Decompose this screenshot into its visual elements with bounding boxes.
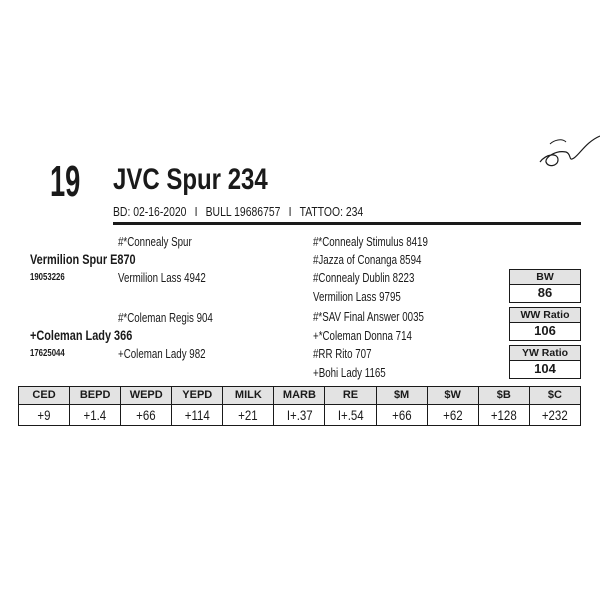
ratio-value-yw: 104 xyxy=(509,361,581,379)
epd-header-dollar-b: $B xyxy=(478,387,529,405)
pedigree-sire: Vermilion Spur E870 xyxy=(30,251,136,267)
epd-value-dollar-c: +232 xyxy=(529,405,580,426)
epd-header-milk: MILK xyxy=(223,387,274,405)
pedigree-dam: +Coleman Lady 366 xyxy=(30,327,133,343)
epd-value-ced: +9 xyxy=(19,405,70,426)
pedigree-sire-registration: 19053226 xyxy=(30,272,65,283)
signature-flourish xyxy=(536,132,600,172)
header-divider xyxy=(113,222,581,225)
epd-header-dollar-w: $W xyxy=(427,387,478,405)
info-separator: I xyxy=(194,204,198,219)
epd-value-dollar-b: +128 xyxy=(478,405,529,426)
epd-header-dollar-m: $M xyxy=(376,387,427,405)
pedigree-ssd: #Jazza of Conanga 8594 xyxy=(313,253,422,267)
epd-header-ced: CED xyxy=(19,387,70,405)
epd-value-re: I+.54 xyxy=(325,405,376,426)
epd-header-dollar-c: $C xyxy=(529,387,580,405)
epd-header-re: RE xyxy=(325,387,376,405)
ratio-value-bw: 86 xyxy=(509,285,581,303)
epd-value-wepd: +66 xyxy=(121,405,172,426)
ratio-panel xyxy=(509,269,581,379)
epd-value-row xyxy=(19,405,581,426)
epd-header-marb: MARB xyxy=(274,387,325,405)
pedigree-dam-registration: 17625044 xyxy=(30,348,65,359)
pedigree-dds: #RR Rito 707 xyxy=(313,347,372,361)
pedigree-sss: #*Connealy Stimulus 8419 xyxy=(313,235,428,249)
pedigree-ddd: +Bohi Lady 1165 xyxy=(313,366,386,380)
ratio-label-bw: BW xyxy=(509,269,581,285)
pedigree-sdd: Vermilion Lass 9795 xyxy=(313,290,401,304)
epd-value-dollar-w: +62 xyxy=(427,405,478,426)
bull-registration: BULL 19686757 xyxy=(205,204,281,219)
ratio-value-ww: 106 xyxy=(509,323,581,341)
ratio-label-yw: YW Ratio xyxy=(509,345,581,361)
pedigree-sire-sire: #*Connealy Spur xyxy=(118,235,192,249)
epd-value-yepd: +114 xyxy=(172,405,223,426)
birth-date: BD: 02-16-2020 xyxy=(113,204,187,219)
pedigree-dam-sire: #*Coleman Regis 904 xyxy=(118,311,213,325)
epd-header-yepd: YEPD xyxy=(172,387,223,405)
pedigree-sire-dam: Vermilion Lass 4942 xyxy=(118,271,206,285)
epd-header-bepd: BEPD xyxy=(70,387,121,405)
epd-value-bepd: +1.4 xyxy=(70,405,121,426)
pedigree-dam-dam: +Coleman Lady 982 xyxy=(118,347,206,361)
animal-name: JVC Spur 234 xyxy=(113,163,268,196)
tattoo: TATTOO: 234 xyxy=(299,204,364,219)
epd-value-marb: I+.37 xyxy=(274,405,325,426)
epd-value-milk: +21 xyxy=(223,405,274,426)
lot-number: 19 xyxy=(50,157,81,206)
pedigree-dss: #*SAV Final Answer 0035 xyxy=(313,310,424,324)
epd-header-row xyxy=(19,387,581,405)
info-separator: I xyxy=(288,204,292,219)
epd-value-dollar-m: +66 xyxy=(376,405,427,426)
pedigree-sds: #Connealy Dublin 8223 xyxy=(313,271,415,285)
epd-header-wepd: WEPD xyxy=(121,387,172,405)
ratio-label-ww: WW Ratio xyxy=(509,307,581,323)
info-row xyxy=(113,204,426,220)
epd-table xyxy=(18,386,581,426)
pedigree-dsd: +*Coleman Donna 714 xyxy=(313,329,412,343)
